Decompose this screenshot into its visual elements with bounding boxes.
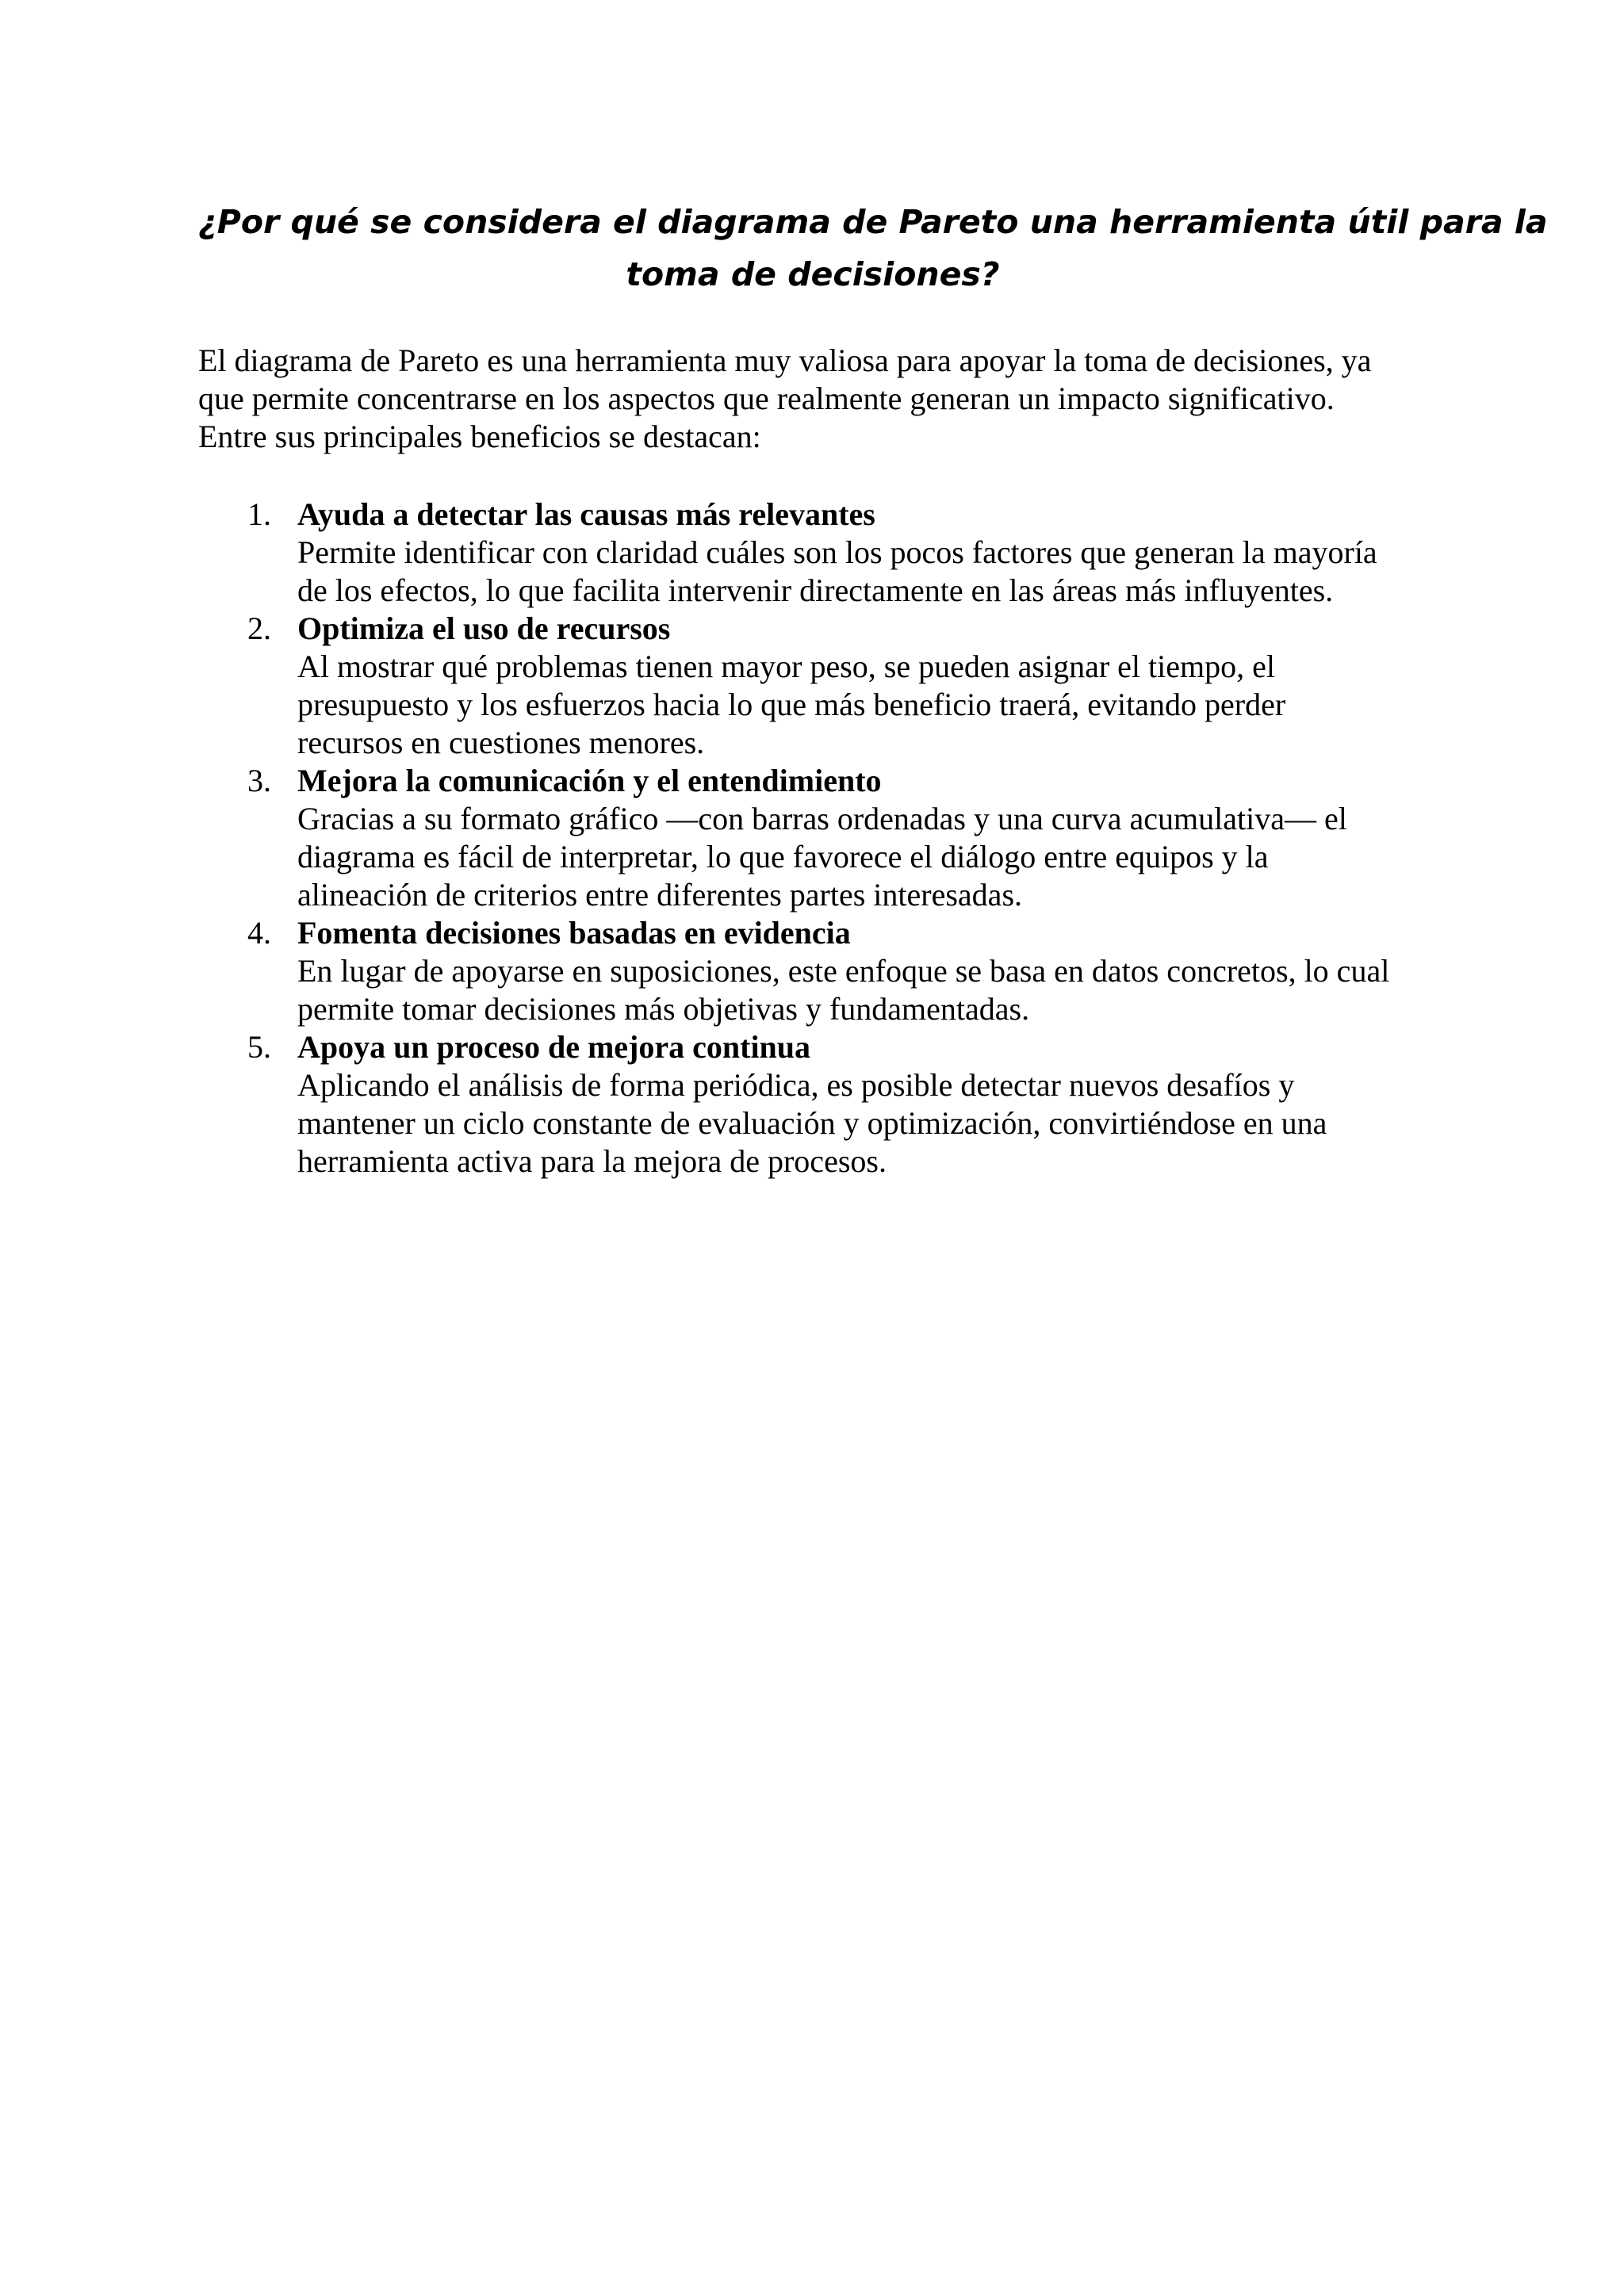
list-item-line: En lugar de apoyarse en suposiciones, este enfoque se basa en datos concretos, lo cual [297,953,1390,989]
title-line: ¿Por qué se considera el diagrama de Pareto una herramienta útil para la [198,203,1548,241]
list-item [198,914,1467,1028]
list-item-line: mantener un ciclo constante de evaluación y optimización, convirtiéndose en una [297,1105,1327,1141]
list-item-number: 5. [247,1029,271,1065]
list-item [198,496,1467,610]
list-item-number: 4. [247,915,271,951]
title-line: toma de decisiones? [626,255,1000,293]
list-item-heading: Ayuda a detectar las causas más relevantes [297,496,875,532]
list-item-line: recursos en cuestiones menores. [297,725,705,760]
list-item-line: diagrama es fácil de interpretar, lo que favorece el diálogo entre equipos y la [297,839,1269,874]
intro-line: Entre sus principales beneficios se destacan: [198,419,761,454]
list-item-heading: Apoya un proceso de mejora continua [297,1029,811,1065]
list-item-line: alineación de criterios entre diferentes partes interesadas. [297,877,1023,913]
list-item-line: Al mostrar qué problemas tienen mayor peso, se pueden asignar el tiempo, el [297,649,1275,684]
list-item-line: Gracias a su formato gráfico —con barras ordenadas y una curva acumulativa— el [297,801,1347,836]
document-title [198,196,1548,300]
benefits-list [198,496,1467,1181]
list-item-line: permite tomar decisiones más objetivas y fundamentadas. [297,991,1030,1027]
list-item-number: 1. [247,496,271,532]
list-item-line: de los efectos, lo que facilita intervenir directamente en las áreas más influyentes. [297,572,1334,608]
list-item-heading: Fomenta decisiones basadas en evidencia [297,915,851,951]
list-item-line: herramienta activa para la mejora de procesos. [297,1143,887,1179]
list-item-line: presupuesto y los esfuerzos hacia lo que más beneficio traerá, evitando perder [297,687,1286,722]
list-item-line: Aplicando el análisis de forma periódica, es posible detectar nuevos desafíos y [297,1067,1295,1103]
list-item-heading: Optimiza el uso de recursos [297,610,671,646]
intro-line: El diagrama de Pareto es una herramienta muy valiosa para apoyar la toma de decisiones, ya [198,342,1372,378]
list-item-number: 3. [247,763,271,798]
list-item-heading: Mejora la comunicación y el entendimiento [297,763,882,798]
list-item-line: Permite identificar con claridad cuáles son los pocos factores que generan la mayoría [297,534,1377,570]
intro-paragraph [198,342,1467,456]
list-item [198,610,1467,762]
list-item-number: 2. [247,610,271,646]
intro-line: que permite concentrarse en los aspectos que realmente generan un impacto significativo. [198,381,1335,416]
list-item [198,1028,1467,1181]
list-item [198,762,1467,914]
